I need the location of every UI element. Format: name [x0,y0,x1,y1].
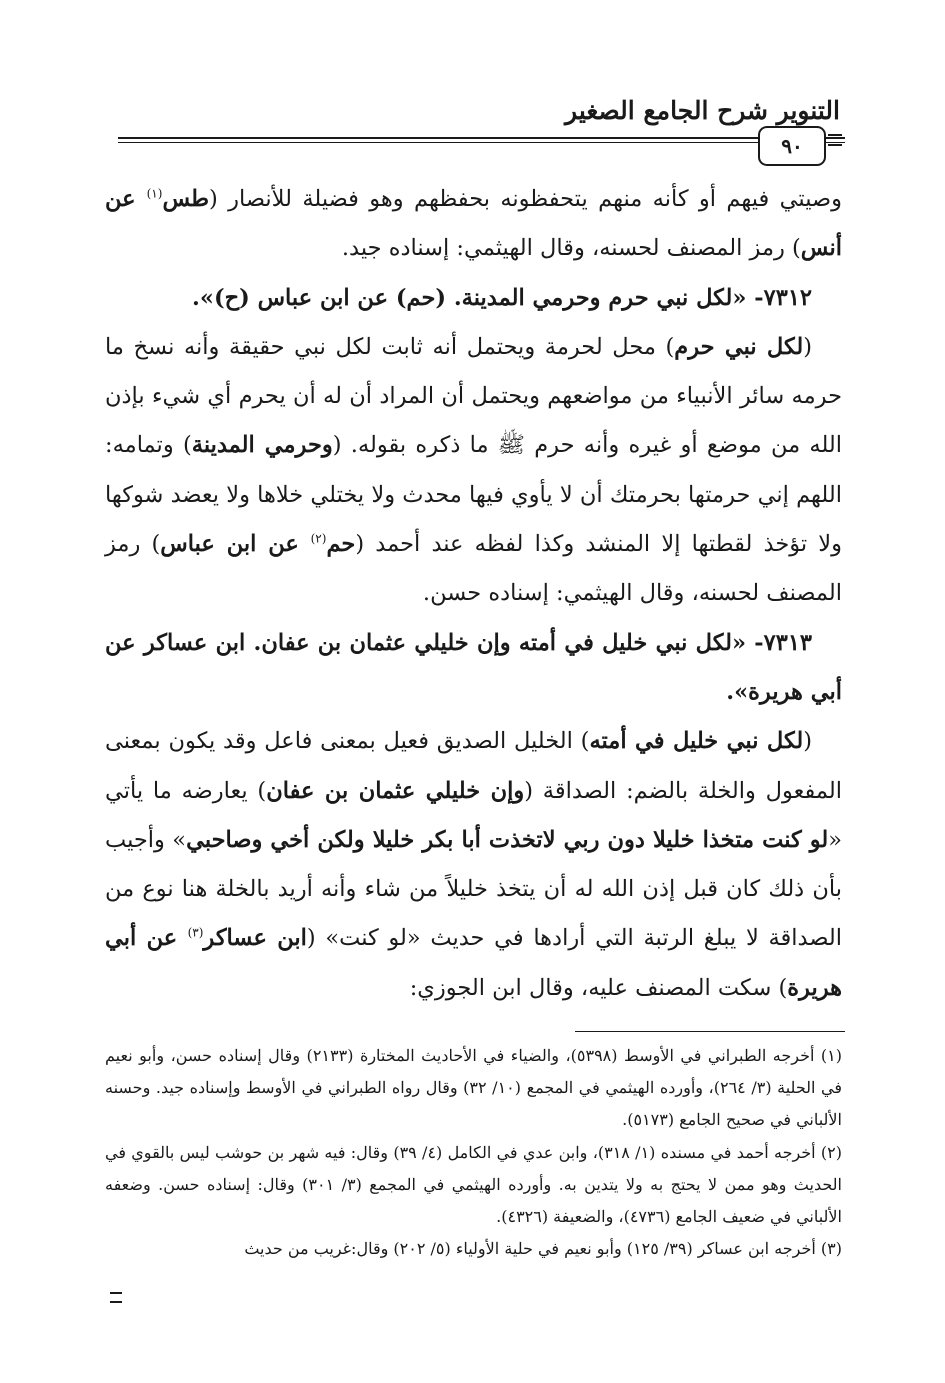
footnote-ref-3: (٣) [187,925,204,940]
footnote-1: (١) أخرجه الطبراني في الأوسط (٥٣٩٨)، والضياء في الأحاديث المختارة (٢١٣٣) وقال إسناده حسن، وأبو نعيم في الحلية (٣/ ٢٦٤)، وأورده الهيثمي في المجمع (١٠/ ٣٢) وقال رواه الطبراني في الأوسط وإسناده جيد. وحسنه الألباني في صحيح الجامع (٥١٧٣). [105,1046,843,1130]
equals-mark-header [828,134,842,146]
footnote-3: (٣) أخرجه ابن عساكر (٣٩/ ١٢٥) وأبو نعيم في حلية الأولياء (٥/ ٢٠٢) وقال:غريب من حديث [244,1239,842,1259]
running-title: التنوير شرح الجامع الصغير [565,96,840,125]
paragraph-commentary-7311: وصيتي فيهم أو كأنه منهم يتحفظونه بحفظهم وهو فضيلة للأنصار (طس$^{(١)}$ عن أنس) رمز المصنف لحسنه، وقال الهيثمي: إسناده جيد. [105,186,842,262]
footnote-2: (٢) أخرجه أحمد في مسنده (١/ ٣١٨)، وابن عدي في الكامل (٤/ ٣٩) وقال: فيه شهر بن حوشب ليس بالقوي في الحديث وهو ممن لا يحتج به ولا يتدين به. وأورده الهيثمي في المجمع (٣/ ٣٠١) وقال: إسناده حسن. وضعفه الألباني في ضعيف الجامع (٤٧٣٦)، والضعيفة (٤٣٢٦). [105,1142,843,1227]
hadith-heading-7312: ٧٣١٢- «لكل نبي حرم وحرمي المدينة. (حم) عن ابن عباس (ح)». [192,284,812,311]
footnote-ref-1: (١) [146,186,163,201]
footnotes [105,1040,842,1265]
main-text [105,175,842,1013]
paragraph-commentary-7312: (لكل نبي حرم) محل لحرمة ويحتمل أنه ثابت لكل نبي حقيقة وأنه نسخ ما حرمه سائر الأنبياء من مواضعهم ويحتمل أن المراد أن له أن يحرم أي شيء بإذن الله من موضع أو غيره وأنه حرم ﷺ ما ذكره بقوله. (وحرمي المدينة) وتمامه: اللهم إني حرمتها بحرمتك أن لا يأوي فيها محدث ولا يختلي خلاها ولا يعضد شوكها ولا تؤخذ لقطتها إلا المنشد وكذا لفظه عند أحمد (حم$^{(٢)}$ عن ابن عباس) رمز المصنف لحسنه، وقال الهيثمي: إسناده حسن. [105,333,843,607]
footnote-ref-2: (٢) [310,531,327,546]
continuation-mark [110,1292,122,1303]
header-rule [118,137,845,143]
page-number: ٩٠ [758,126,826,166]
hadith-heading-7313: ٧٣١٣- «لكل نبي خليل في أمته وإن خليلي عثمان بن عفان. ابن عساكر عن أبي هريرة». [105,629,842,705]
footnote-separator [575,1031,845,1032]
paragraph-commentary-7313: (لكل نبي خليل في أمته) الخليل الصديق فعيل بمعنى فاعل وقد يكون بمعنى المفعول والخلة بالضم: الصداقة (وإن خليلي عثمان بن عفان) يعارضه ما يأتي «لو كنت متخذا خليلا دون ربي لاتخذت أبا بكر خليلا ولكن أخي وصاحبي» وأجيب بأن ذلك كان قبل إذن الله له أن يتخذ خليلاً من شاء وأنه أريد بالخلة هنا نوع من الصداقة لا يبلغ الرتبة التي أرادها في حديث «لو كنت» (ابن عساكر$^{(٣)}$ عن أبي هريرة) سكت المصنف عليه، وقال ابن الجوزي: [105,728,843,1001]
